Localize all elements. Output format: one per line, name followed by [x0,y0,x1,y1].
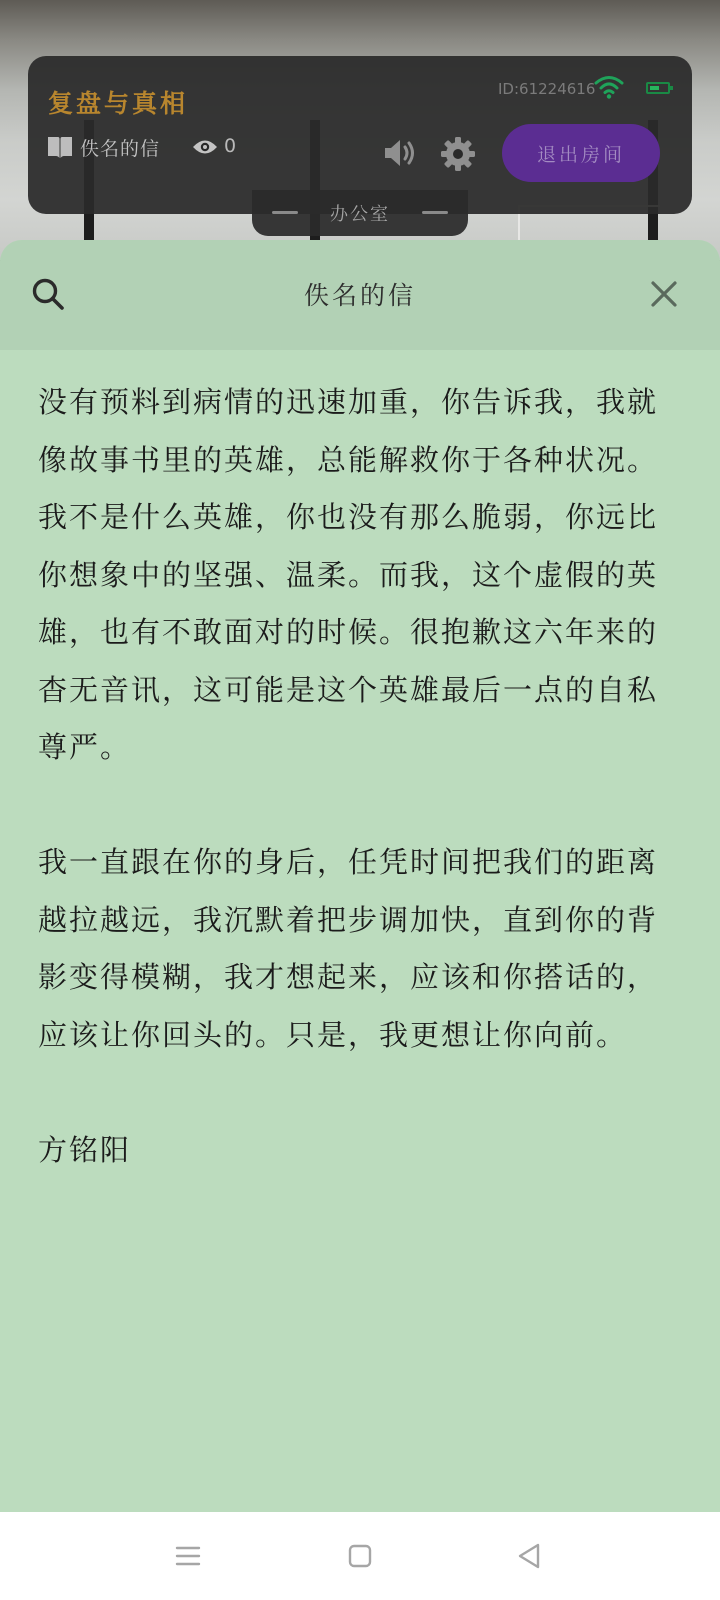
sheet-title: 佚名的信 [303,281,416,310]
letter-body [38,374,678,1179]
document-name: 佚名的信 [80,138,161,160]
room-tab[interactable] [252,190,468,236]
wifi-icon [594,74,624,100]
exit-room-button[interactable]: 退出房间 [502,124,660,182]
game-title: 复盘与真相 [48,89,189,118]
menu-icon[interactable] [172,1540,204,1572]
tab-decor-line [422,211,448,214]
home-icon[interactable] [344,1540,376,1572]
letter-paragraph: 没有预料到病情的迅速加重，你告诉我，我就像故事书里的英雄，总能解救你于各种状况。我不是什么英雄，你也没有那么脆弱，你远比你想象中的坚强、温柔。而我，这个虚假的英雄，也有不敢面对的时候。很抱歉这六年来的杳无音讯，这可能是这个英雄最后一点的自私尊严。 [38,385,659,764]
battery-icon [646,82,670,94]
letter-sheet [0,240,720,1512]
eye-icon [192,138,218,156]
speaker-icon[interactable] [382,136,418,170]
gear-icon[interactable] [440,136,476,172]
letter-signature: 方铭阳 [38,1132,132,1167]
room-name: 办公室 [330,204,390,225]
room-id: ID:61224616 [498,80,596,98]
back-icon[interactable] [514,1540,546,1572]
letter-paragraph: 我一直跟在你的身后，任凭时间把我们的距离越拉越远，我沉默着把步调加快，直到你的背影变得模糊，我才想起来，应该和你搭话的，应该让你回头的。只是，我更想让你向前。 [38,845,659,1052]
view-count: 0 [224,135,237,157]
close-icon[interactable] [648,278,680,310]
system-nav-bar [0,1512,720,1600]
book-icon [46,134,74,160]
sheet-header [0,240,720,350]
